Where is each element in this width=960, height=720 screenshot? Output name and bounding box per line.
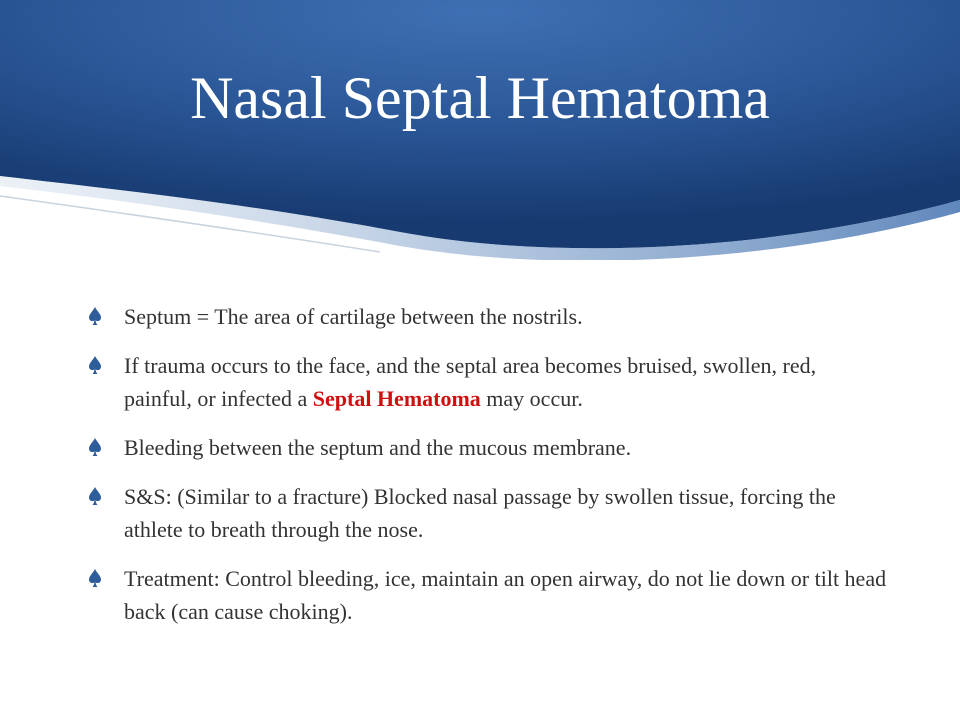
bullet-text: If trauma occurs to the face, and the septal area becomes bruised, swollen, red, painful, or infected a <box>124 353 817 411</box>
bullet-text: Treatment: Control bleeding, ice, maintain an open airway, do not lie down or tilt head back (can cause choking). <box>124 566 887 624</box>
spade-icon <box>88 437 102 457</box>
spade-icon <box>88 568 102 588</box>
bullet-item <box>88 349 888 415</box>
bullet-text: Septum = The area of cartilage between the nostrils. <box>124 304 583 329</box>
slide-title: Nasal Septal Hematoma <box>190 65 770 131</box>
highlighted-term: Septal Hematoma <box>312 386 481 411</box>
bullet-item <box>88 562 888 628</box>
bullet-text: may occur. <box>480 386 583 411</box>
bullet-list <box>88 300 888 644</box>
bullet-text: Bleeding between the septum and the mucous membrane. <box>124 435 632 460</box>
bullet-item <box>88 480 888 546</box>
spade-icon <box>88 355 102 375</box>
spade-icon <box>88 486 102 506</box>
bullet-item <box>88 300 888 333</box>
spade-icon <box>88 306 102 326</box>
bullet-item <box>88 431 888 464</box>
bullet-text: S&S: (Similar to a fracture) Blocked nasal passage by swollen tissue, forcing the athlete to breath through the nose. <box>124 484 836 542</box>
